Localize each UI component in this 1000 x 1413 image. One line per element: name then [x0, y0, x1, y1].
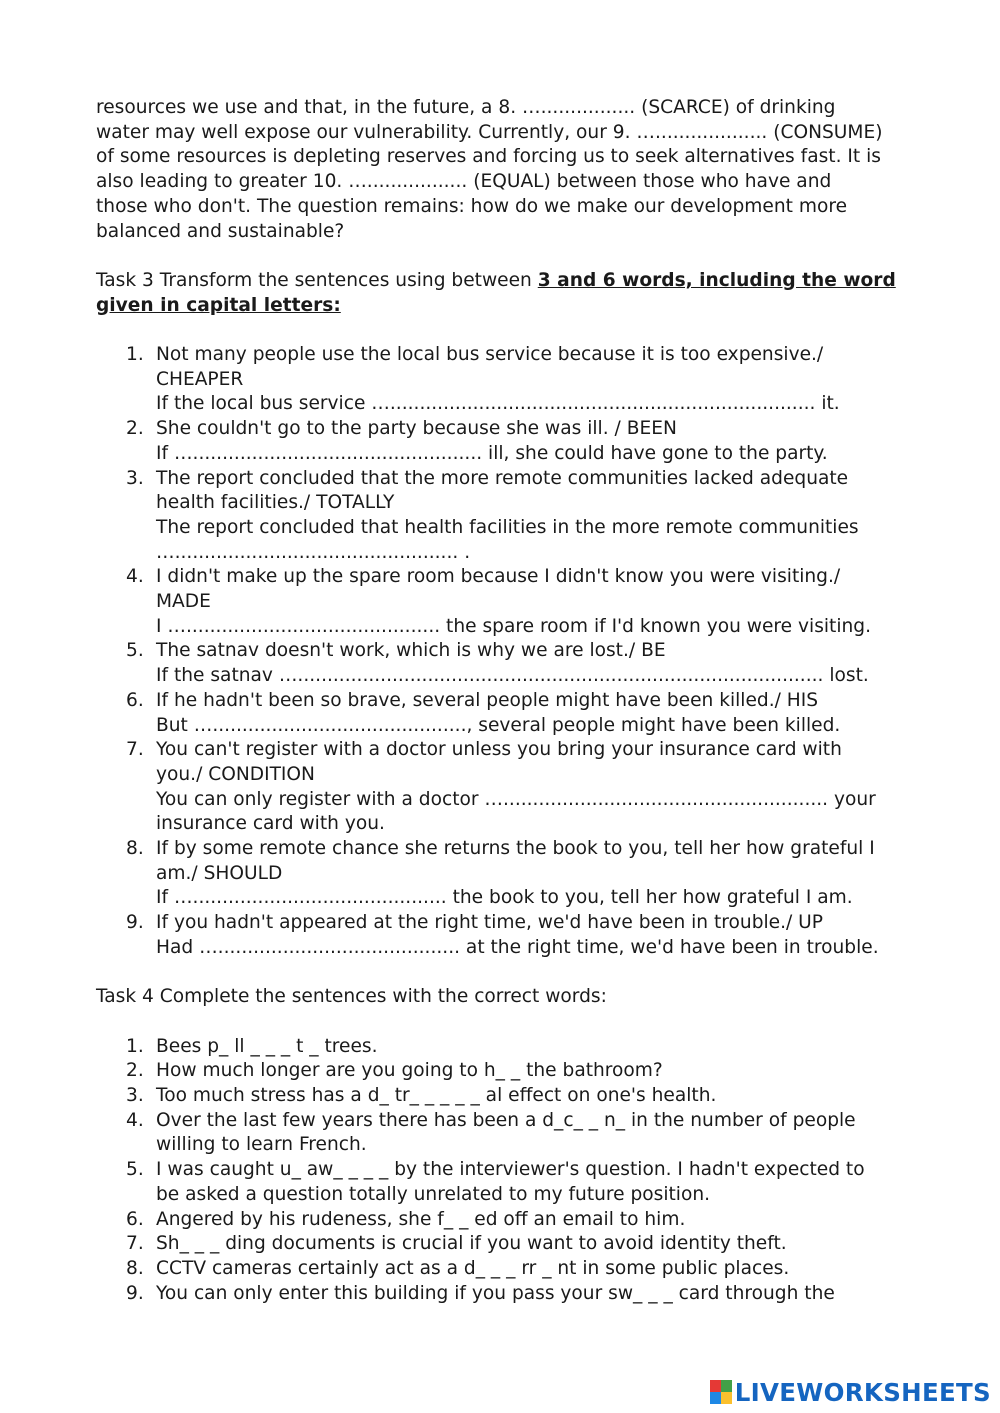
task4-heading: Task 4 Complete the sentences with the correct words:: [96, 986, 607, 1008]
text-line: I …........................................... the spare room if I'd known you were visiting.: [156, 615, 871, 637]
task4-item: [96, 1158, 916, 1207]
task3-heading-emphasis-1: 3 and 6 words, including the word: [537, 269, 896, 291]
item-number: 9.: [126, 1282, 144, 1304]
text-line: Angered by his rudeness, she f_ _ ed off an email to him.: [156, 1208, 686, 1230]
item-number: 4.: [126, 566, 144, 588]
task4-item: [96, 1282, 916, 1307]
text-line: CHEAPER: [156, 368, 244, 390]
text-line: Had …......................................... at the right time, we'd have been in trouble.: [156, 936, 879, 958]
task3-item: [96, 837, 916, 911]
task4-item: [96, 1208, 916, 1233]
item-number: 5.: [126, 640, 144, 662]
logo-square-blue: [710, 1392, 721, 1404]
task3-heading-text: Task 3 Transform the sentences using between: [96, 269, 538, 291]
text-line: Not many people use the local bus service because it is too expensive./: [156, 344, 824, 365]
text-line: …................................................ .: [156, 541, 471, 563]
task3-item: [96, 467, 916, 566]
text-line: also leading to greater 10. …................. (EQUAL) between those who have and: [96, 171, 832, 193]
text-line: How much longer are you going to h_ _ the bathroom?: [156, 1060, 663, 1082]
task3-item: [96, 689, 916, 738]
text-line: am./ SHOULD: [156, 862, 283, 884]
text-line: You can only enter this building if you pass your sw_ _ _ card through the: [156, 1282, 835, 1304]
task3-heading: [96, 269, 916, 318]
logo-square-green: [721, 1380, 732, 1392]
task4-item: [96, 1232, 916, 1257]
text-line: resources we use and that, in the future, a 8. …................ (SCARCE) of drinking: [96, 97, 836, 118]
item-number: 9.: [126, 912, 144, 934]
text-line: If he hadn't been so brave, several people might have been killed./ HIS: [156, 689, 819, 711]
item-number: 3.: [126, 467, 144, 489]
text-line: Over the last few years there has been a d_c_ _ n_ in the number of people: [156, 1109, 856, 1131]
task3-item: [96, 565, 916, 639]
item-number: 4.: [126, 1109, 144, 1131]
item-number: 8.: [126, 1257, 144, 1279]
item-number: 1.: [126, 1035, 144, 1057]
text-line: health facilities./ TOTALLY: [156, 492, 395, 514]
text-line: The report concluded that the more remote communities lacked adequate: [156, 467, 849, 489]
task3-item: [96, 343, 916, 417]
text-line: If the local bus service …........................................................................ it.: [156, 393, 840, 415]
task3-item: [96, 639, 916, 688]
task4-item: [96, 1035, 916, 1060]
worksheet-page: [96, 96, 916, 1306]
text-line: I was caught u_ aw_ _ _ _ by the interviewer's question. I hadn't expected to: [156, 1159, 865, 1181]
item-number: 6.: [126, 1208, 144, 1230]
text-line: I didn't make up the spare room because I didn't know you were visiting./: [156, 566, 841, 588]
task4-item: [96, 1257, 916, 1282]
item-number: 2.: [126, 418, 144, 440]
item-number: 7.: [126, 1233, 144, 1255]
text-line: those who don't. The question remains: how do we make our development more: [96, 195, 848, 217]
liveworksheets-logo: [710, 1379, 991, 1405]
text-line: If you hadn't appeared at the right time, we'd have been in trouble./ UP: [156, 912, 824, 934]
text-line: CCTV cameras certainly act as a d_ _ _ rr _ nt in some public places.: [156, 1257, 790, 1279]
text-line: Too much stress has a d_ tr_ _ _ _ _ al effect on one's health.: [156, 1085, 717, 1107]
task3-item: [96, 738, 916, 837]
text-line: be asked a question totally unrelated to my future position.: [156, 1183, 711, 1205]
text-line: She couldn't go to the party because she was ill. / BEEN: [156, 418, 677, 440]
text-line: If by some remote chance she returns the book to you, tell her how grateful I: [156, 838, 875, 860]
task3-item: [96, 911, 916, 960]
text-line: water may well expose our vulnerability. Currently, our 9. …................... (CONSUME): [96, 121, 883, 143]
text-line: balanced and sustainable?: [96, 220, 345, 242]
text-line: The satnav doesn't work, which is why we are lost./ BE: [156, 640, 666, 662]
task4-item: [96, 1084, 916, 1109]
text-line: You can't register with a doctor unless you bring your insurance card with: [156, 739, 842, 761]
item-number: 1.: [126, 344, 144, 365]
task3-item: [96, 417, 916, 466]
task3-list: [96, 343, 916, 961]
text-line: The report concluded that health facilities in the more remote communities: [156, 516, 859, 538]
task4-item: [96, 1059, 916, 1084]
item-number: 6.: [126, 689, 144, 711]
text-line: insurance card with you.: [156, 813, 385, 835]
item-number: 2.: [126, 1060, 144, 1082]
text-line: willing to learn French.: [156, 1134, 367, 1156]
text-line: MADE: [156, 591, 211, 613]
task4-item: [96, 1109, 916, 1158]
task4-list: [96, 1035, 916, 1307]
task3-heading-emphasis-2: given in capital letters:: [96, 294, 341, 316]
item-number: 8.: [126, 838, 144, 860]
text-line: Sh_ _ _ ding documents is crucial if you want to avoid identity theft.: [156, 1233, 787, 1255]
text-line: If …................................................. ill, she could have gone to the party.: [156, 442, 828, 464]
intro-paragraph: [96, 96, 916, 244]
text-line: You can only register with a doctor …....................................................... your: [156, 788, 876, 810]
text-line: Bees p_ ll _ _ _ t _ trees.: [156, 1035, 378, 1057]
logo-square-yellow: [721, 1392, 732, 1404]
item-number: 7.: [126, 739, 144, 761]
text-line: you./ CONDITION: [156, 763, 315, 785]
text-line: But …..........................................., several people might have been killed.: [156, 714, 841, 736]
item-number: 3.: [126, 1085, 144, 1107]
text-line: of some resources is depleting reserves and forcing us to seek alternatives fast. It is: [96, 146, 881, 168]
text-line: If the satnav …......................................................................................... lost.: [156, 665, 869, 687]
item-number: 5.: [126, 1159, 144, 1181]
logo-square-red: [710, 1380, 721, 1392]
liveworksheets-logo-text: LIVEWORKSHEETS: [734, 1377, 991, 1407]
liveworksheets-logo-icon: [710, 1380, 732, 1404]
text-line: If …........................................... the book to you, tell her how grateful I am.: [156, 887, 853, 909]
